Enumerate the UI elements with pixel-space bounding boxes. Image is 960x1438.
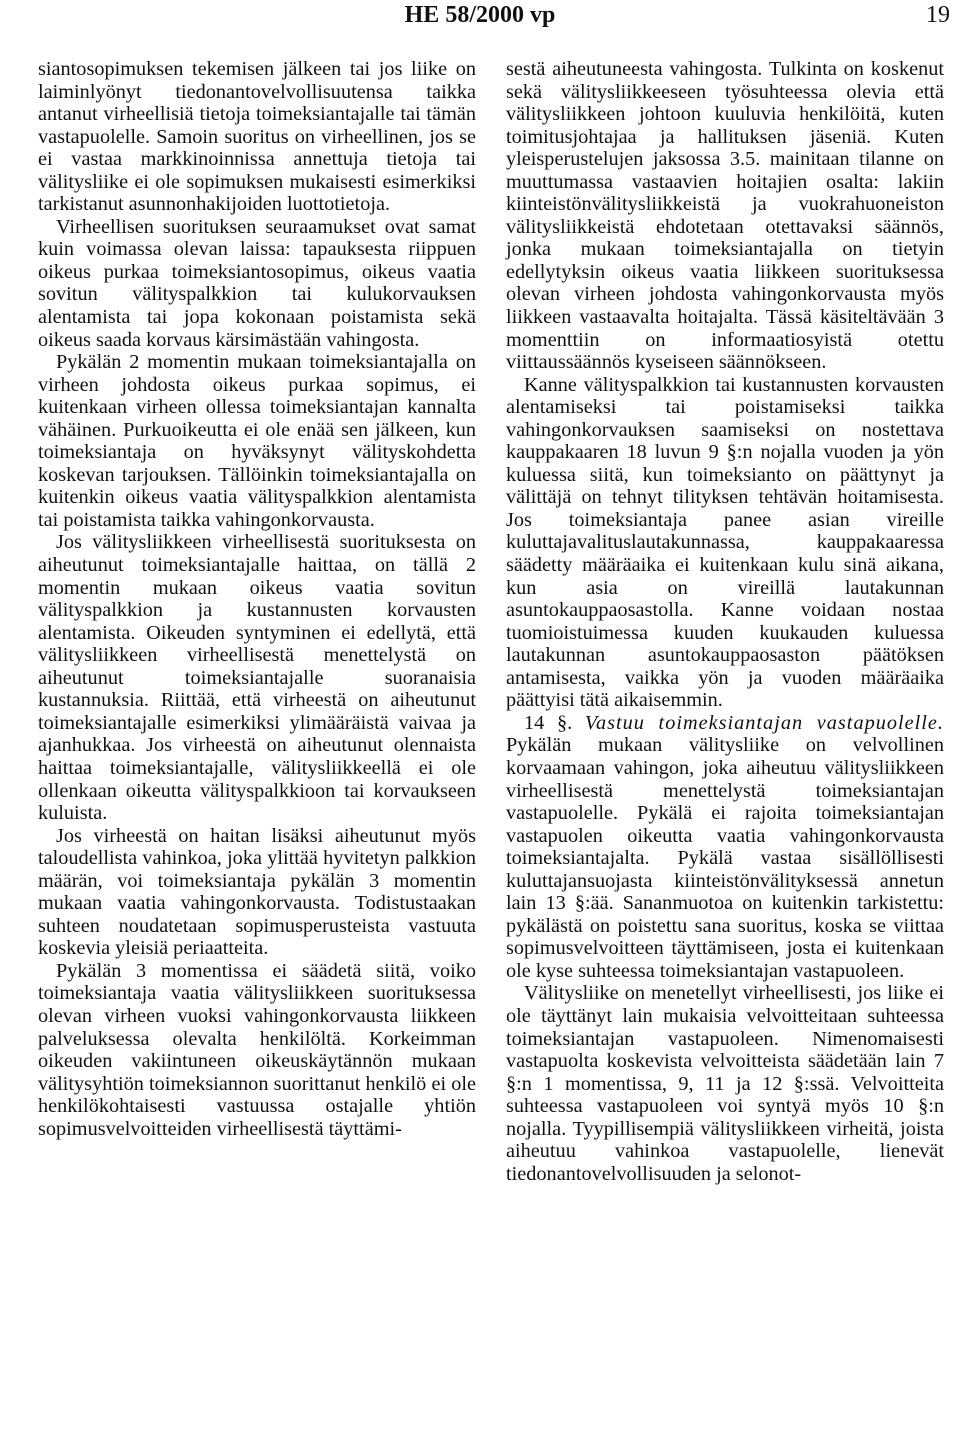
paragraph: Jos välitysliikkeen virheellisestä suorituksesta on aiheutunut toimeksiantajalle haittaa, on tällä 2 momentin mukaan oikeus vaatia sovitun välityspalkkion ja kustannusten korvausten alentamista. Oikeuden syntyminen ei edellytä, että välitysliikkeen virheellisestä menettelystä on aiheutunut toimeksiantajalle suoranaisia kustannuksia. Riittää, että virheestä on aiheutunut toimeksiantajalle esimerkiksi ylimääräistä vaivaa ja ajanhukkaa. Jos virheestä on aiheutunut olennaista haittaa toimeksiantajalle, välitysliikkeellä ei ole ollenkaan oikeutta välityspalkkioon tai korvaukseen kuluista. [38, 531, 476, 825]
paragraph: Jos virheestä on haitan lisäksi aiheutunut myös taloudellista vahinkoa, joka ylittää hyvitetyn palkkion määrän, voi toimeksiantaja pykälän 3 momentin mukaan vaatia vahingonkorvausta. Todistustaakan suhteen noudatetaan sopimusperusteista vastuuta koskevia yleisiä periaatteita. [38, 824, 476, 960]
document-id: HE 58/2000 vp [404, 2, 556, 28]
paragraph: siantosopimuksen tekemisen jälkeen tai jos liike on laiminlyönyt tiedonantovelvollisuutensa taikka antanut virheellisiä tietoja toimeksiantajalle tai tämän vastapuolelle. Samoin suoritus on virheellinen, jos se ei vastaa markkinoinnissa annettuja tietoja tai välitysliike ei ole sopimuksen mukaisesti esimerkiksi tarkistanut asunnonhakijoiden luottotietoja. [38, 58, 476, 216]
section-heading: Vastuu toimeksiantajan vastapuolelle. [584, 711, 944, 734]
section-paragraph [506, 712, 944, 983]
paragraph: Virheellisen suorituksen seuraamukset ovat samat kuin voimassa olevan laissa: tapauksesta riippuen oikeus purkaa toimeksiantosopimus, oikeus vaatia sovitun välityspalkkion tai kulukorvauksen alentamista tai jopa kokonaan poistamista sekä oikeus saada korvaus kärsimästään vahingosta. [38, 215, 476, 351]
left-column [38, 58, 476, 1140]
page-header [0, 2, 960, 32]
page-number: 19 [926, 2, 950, 28]
paragraph: Kanne välityspalkkion tai kustannusten korvausten alentamiseksi tai poistamiseksi taikka vahingonkorvauksen saamiseksi on nostettava kauppakaaren 18 luvun 9 §:n nojalla vuoden ja yön kuluessa siitä, kun toimeksianto on päättynyt ja välittäjä on tehnyt tilityksen tehtävän hoitamisesta. Jos toimeksiantaja panee asian vireille kuluttajavalituslautakunnassa, kauppakaaressa säädetty määräaika ei kuitenkaan kulu sinä aikana, kun asia on vireillä lautakunnan asuntokauppaosastolla. Kanne voidaan nostaa tuomioistuimessa kuuden kuukauden kuluessa lautakunnan asuntokauppaosaston päätöksen antamisesta, vaikka yön ja vuoden määräaika päättyisi tätä aikaisemmin. [506, 373, 944, 712]
paragraph: Välitysliike on menetellyt virheellisesti, jos liike ei ole täyttänyt lain mukaisia velvoitteitaan suhteessa toimeksiantajan vastapuoleen. Nimenomaisesti vastapuolta koskevista velvoitteista säädetään lain 7 §:n 1 momentissa, 9, 11 ja 12 §:ssä. Velvoitteita suhteessa vastapuoleen voi syntyä myös 10 §:n nojalla. Tyypillisempiä välitysliikkeen virheitä, joista aiheutuu vahinkoa vastapuolelle, lienevät tiedonantovelvollisuuden ja selonot- [506, 982, 944, 1185]
paragraph: sestä aiheutuneesta vahingosta. Tulkinta on koskenut sekä välitysliikkeeseen työsuhteessa olevia että välitysliikkeen johtoon kuuluvia henkilöitä, kuten toimitusjohtajaa ja hallituksen jäseniä. Kuten yleisperustelujen jaksossa 3.5. mainitaan tilanne on muuttumassa vastaavien hoitajien osalta: lakiin kiinteistönvälitysliikkeistä ja vuokrahuoneiston välitysliikkeistä ehdotetaan otettavaksi säännös, jonka mukaan toimeksiantajalla on tietyin edellytyksin oikeus vaatia liikkeen suorituksessa olevan virheen johdosta vahingonkorvausta myös liikkeen vastaavalta hoitajalta. Tässä käsiteltävään 3 momenttiin on informaatiosyistä otettu viittaussäännös kyseiseen säännökseen. [506, 58, 944, 374]
right-column [506, 58, 944, 1185]
section-number: 14 §. [524, 711, 573, 734]
paragraph: Pykälän 3 momentissa ei säädetä siitä, voiko toimeksiantaja vaatia välitysliikkeen suorituksessa olevan virheen vuoksi vahingonkorvausta liikkeen palveluksessa olevalta henkilöltä. Korkeimman oikeuden vakiintuneen oikeuskäytännön mukaan välitysyhtiön toimeksiannon suorittanut henkilö ei ole henkilökohtaisesti vastuussa ostajalle yhtiön sopimusvelvoitteiden virheellisestä täyttämi- [38, 959, 476, 1140]
paragraph: Pykälän 2 momentin mukaan toimeksiantajalla on virheen johdosta oikeus purkaa sopimus, ei kuitenkaan virheen ollessa toimeksiantajan kannalta vähäinen. Purkuoikeutta ei ole enää sen jälkeen, kun toimeksiantaja on hyväksynyt välityskohdetta koskevan tarjouksen. Tällöinkin toimeksiantajalla on kuitenkin oikeus vaatia välityspalkkion alentamista tai poistamista taikka vahingonkorvausta. [38, 351, 476, 531]
section-text: Pykälän mukaan välitysliike on velvollinen korvaamaan vahingon, joka aiheutuu välitysliikkeen virheellisestä menettelystä toimeksiantajan vastapuolelle. Pykälä ei rajoita toimeksiantajan vastapuolen oikeutta vaatia vahingonkorvausta toimeksiantajalta. Pykälä vastaa sisällöllisesti kuluttajansuojasta kiinteistönvälityksessä annetun lain 13 §:ää. Sananmuotoa on kuitenkin tarkistettu: pykälästä on poistettu sana suoritus, koska se viittaa sopimusvelvoitteen täyttämiseen, josta ei kuitenkaan ole kyse suhteessa toimeksiantajan vastapuoleen. [506, 734, 944, 982]
